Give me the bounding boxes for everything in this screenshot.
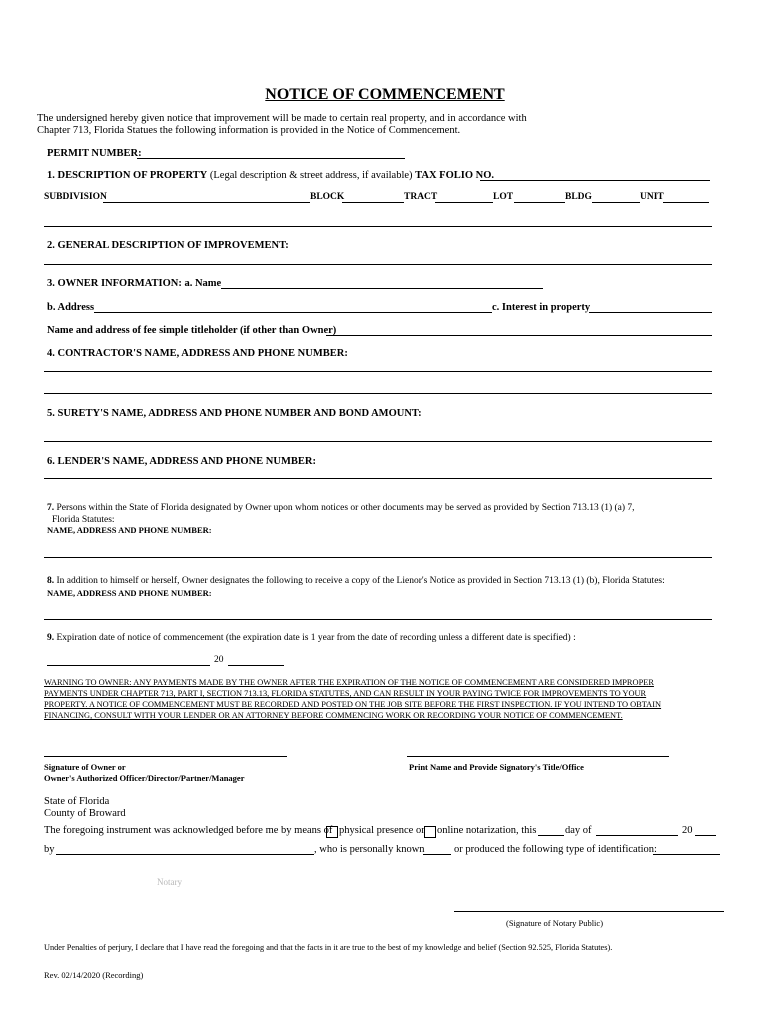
section-7-text: [47, 503, 635, 513]
state-label: State of Florida: [44, 796, 110, 807]
section-8-number: 8.: [47, 576, 55, 586]
property-description-line[interactable]: [44, 226, 712, 227]
block-label: BLOCK: [310, 192, 345, 202]
lot-field[interactable]: [514, 202, 565, 203]
section-8-text-body: In addition to himself or herself, Owner designates the following to receive a copy of the Lienor's Notice as provided in Section 713.13 (1) (b), Florida Statutes:: [54, 576, 665, 586]
section-7-text-line-1: Persons within the State of Florida designated by Owner upon whom notices or other documents may be served as provided by Section 713.13 (1) (a) 7,: [54, 503, 635, 513]
permit-number-field[interactable]: [137, 158, 405, 159]
physical-presence-checkbox[interactable]: [326, 826, 338, 838]
unit-field[interactable]: [663, 202, 709, 203]
description-paren: (Legal description & street address, if available): [209, 170, 413, 181]
tract-label: TRACT: [404, 192, 438, 202]
intro-text-line-1: The undersigned hereby given notice that improvement will be made to certain real property, and in accordance with: [37, 113, 527, 124]
notary-stamp-area: Notary: [157, 877, 182, 887]
section-9-text: [47, 633, 576, 643]
section-8-sub-label: NAME, ADDRESS AND PHONE NUMBER:: [47, 588, 212, 598]
warning-line-3: PROPERTY. A NOTICE OF COMMENCEMENT MUST BE RECORDED AND POSTED ON THE JOB SITE BEFORE THE FIRST INSPECTION. IF YOU INTEND TO OBTAIN: [44, 700, 662, 709]
owner-signature-label-1: Signature of Owner or: [44, 762, 126, 772]
lender-line[interactable]: [44, 478, 712, 479]
description-of-property-label: 1. DESCRIPTION OF PROPERTY: [47, 170, 208, 181]
expiration-date-field[interactable]: [47, 665, 210, 666]
county-label: County of Broward: [44, 808, 126, 819]
lot-label: LOT: [493, 192, 514, 202]
expiration-year-field[interactable]: [228, 665, 284, 666]
section-5-label: 5. SURETY'S NAME, ADDRESS AND PHONE NUMBER AND BOND AMOUNT:: [47, 408, 422, 419]
identification-field[interactable]: [653, 854, 720, 855]
section-1-label: [47, 170, 494, 181]
owner-address-label: b. Address: [47, 302, 95, 313]
page-title: NOTICE OF COMMENCEMENT: [265, 86, 505, 103]
permit-number-label: PERMIT NUMBER:: [47, 148, 142, 159]
fee-simple-titleholder-field[interactable]: [326, 335, 712, 336]
ack-year-field[interactable]: [695, 835, 716, 836]
warning-line-4: FINANCING, CONSULT WITH YOUR LENDER OR AN ATTORNEY BEFORE COMMENCING WORK OR RECORDING YOUR NOTICE OF COMMENCEMENT.: [44, 711, 623, 720]
notary-signature-label: (Signature of Notary Public): [506, 918, 604, 928]
bldg-field[interactable]: [592, 202, 640, 203]
tract-field[interactable]: [435, 202, 493, 203]
improvement-description-line[interactable]: [44, 264, 712, 265]
intro-text-line-2: Chapter 713, Florida Statues the following information is provided in the Notice of Commencement.: [37, 125, 461, 136]
section-3-label: 3. OWNER INFORMATION: a. Name: [47, 278, 222, 289]
acknowledgment-line: [44, 825, 332, 836]
owner-name-field[interactable]: [221, 288, 543, 289]
ack-month-field[interactable]: [596, 835, 678, 836]
section-2-label: 2. GENERAL DESCRIPTION OF IMPROVEMENT:: [47, 240, 289, 251]
owner-address-field[interactable]: [94, 312, 492, 313]
physical-presence-label: physical presence or: [339, 825, 425, 836]
section-6-label: 6. LENDER'S NAME, ADDRESS AND PHONE NUMBER:: [47, 456, 316, 467]
section-7-text-line-2: Florida Statutes:: [52, 515, 115, 525]
owner-signature-label-2: Owner's Authorized Officer/Director/Partner/Manager: [44, 773, 245, 783]
subdivision-field[interactable]: [103, 202, 310, 203]
subdivision-label: SUBDIVISION: [44, 192, 107, 202]
personally-known-label: , who is personally known: [314, 844, 425, 855]
section-4-label: 4. CONTRACTOR'S NAME, ADDRESS AND PHONE NUMBER:: [47, 348, 348, 359]
ack-year-label: 20: [682, 825, 693, 836]
perjury-statement: Under Penalties of perjury, I declare that I have read the foregoing and that the facts in it are true to the best of my knowledge and belief (Section 92.525, Florida Statutes).: [44, 943, 613, 952]
section-7-sub-label: NAME, ADDRESS AND PHONE NUMBER:: [47, 525, 212, 535]
online-notarization-checkbox[interactable]: [424, 826, 436, 838]
online-notarization-label: online notarization, this: [437, 825, 537, 836]
bldg-label: BLDG: [565, 192, 592, 202]
print-name-label: Print Name and Provide Signatory's Title/Office: [409, 762, 584, 772]
fee-simple-titleholder-label: Name and address of fee simple titleholder (if other than Owner): [47, 325, 337, 336]
designated-persons-line[interactable]: [44, 557, 712, 558]
personally-known-field[interactable]: [423, 854, 451, 855]
print-name-line[interactable]: [407, 756, 669, 757]
by-name-field[interactable]: [56, 854, 314, 855]
interest-in-property-field[interactable]: [589, 312, 712, 313]
owner-signature-line[interactable]: [44, 756, 287, 757]
acknowledgment-text: The foregoing instrument was acknowledged before me by means of: [44, 825, 333, 836]
tax-folio-field[interactable]: [480, 180, 710, 181]
unit-label: UNIT: [640, 192, 664, 202]
contractor-line-2[interactable]: [44, 393, 712, 394]
warning-line-2: PAYMENTS UNDER CHAPTER 713, PART I, SECTION 713.13, FLORIDA STATUTES, AND CAN RESULT IN YOUR PAYING TWICE FOR IMPROVEMENTS TO YOUR: [44, 689, 647, 698]
warning-line-1: WARNING TO OWNER: ANY PAYMENTS MADE BY THE OWNER AFTER THE EXPIRATION OF THE NOTICE OF COMMENCEMENT ARE CONSIDERED IMPROPER: [44, 678, 654, 687]
tax-folio-label: TAX FOLIO NO.: [415, 170, 495, 181]
identification-label: or produced the following type of identification:: [454, 844, 657, 855]
section-9-text-body: Expiration date of notice of commencement (the expiration date is 1 year from the date of recording unless a different date is specified) :: [54, 633, 576, 643]
revision-label: Rev. 02/14/2020 (Recording): [44, 970, 144, 980]
ack-day-of-label: day of: [565, 825, 592, 836]
notary-signature-line[interactable]: [454, 911, 724, 912]
section-8-text: [47, 576, 665, 586]
contractor-line-1[interactable]: [44, 371, 712, 372]
by-label: by: [44, 844, 55, 855]
surety-line[interactable]: [44, 441, 712, 442]
ack-day-field[interactable]: [538, 835, 564, 836]
interest-in-property-label: c. Interest in property: [492, 302, 591, 313]
expiration-year-label: 20: [214, 655, 224, 665]
section-9-number: 9.: [47, 633, 55, 643]
block-field[interactable]: [342, 202, 404, 203]
lienor-notice-line[interactable]: [44, 619, 712, 620]
section-7-number: 7.: [47, 503, 55, 513]
